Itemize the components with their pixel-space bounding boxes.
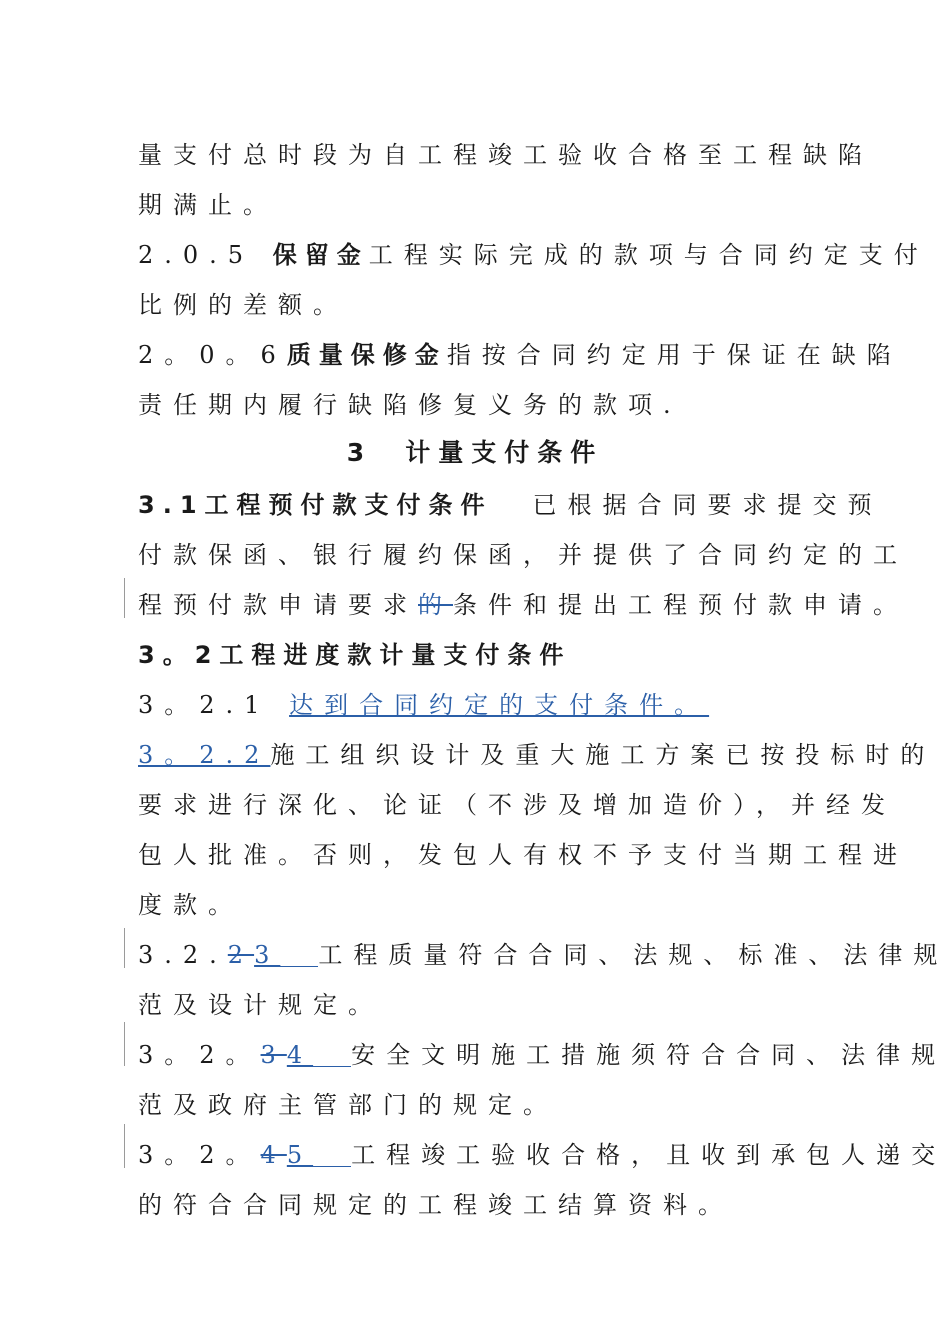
revision-bar <box>124 1022 125 1066</box>
clause-text: 安全文明施工措施须符合合同、法律规 <box>351 1041 947 1069</box>
inserted-text: 4 <box>286 1041 314 1069</box>
inserted-space <box>313 1144 351 1167</box>
clause-number: 3。2。 <box>138 1041 261 1069</box>
revision-bar <box>124 578 125 618</box>
clause-3-2-4 <box>138 1040 946 1070</box>
clause-number: 2.0.5 <box>138 241 255 269</box>
definition-2-0-5 <box>138 240 929 270</box>
subsection-title: 3。2工程进度款计量支付条件 <box>138 641 572 669</box>
text-span: 条件和提出工程预付款申请。 <box>453 591 908 619</box>
inserted-clause-number: 3。2.2 <box>138 741 271 769</box>
definition-2-0-6 <box>138 340 902 370</box>
definition-text: 指按合同约定用于保证在缺陷 <box>446 341 902 369</box>
inserted-text: 5 <box>286 1141 314 1169</box>
text-line: 度款。 <box>138 891 243 919</box>
clause-3-2-3 <box>138 940 948 970</box>
text-line: 包人批准。否则，发包人有权不予支付当期工程进 <box>138 841 908 869</box>
clause-text: 施工组织设计及重大施工方案已按投标时的 <box>270 741 936 769</box>
inserted-space <box>313 1044 351 1067</box>
clause-number: 3.2. <box>138 941 228 969</box>
text-line: 要求进行深化、论证（不涉及增加造价），并经发 <box>138 791 896 819</box>
text-line: 量支付总时段为自工程竣工验收合格至工程缺陷 <box>138 141 873 169</box>
deleted-text: 2 <box>227 941 255 969</box>
inserted-text: 3 <box>254 941 281 969</box>
clause-title: 3.1工程预付款支付条件 <box>138 491 493 519</box>
clause-text: 工程质量符合合同、法规、标准、法律规 <box>318 941 949 969</box>
definition-text: 工程实际完成的款项与合同约定支付 <box>368 241 929 269</box>
text-line: 责任期内履行缺陷修复义务的款项. <box>138 391 682 419</box>
clause-number: 2。0。6 <box>138 341 287 369</box>
text-line: 的符合合同规定的工程竣工结算资料。 <box>138 1191 733 1219</box>
clause-3-1 <box>138 490 883 520</box>
clause-number: 3。2.1 <box>138 691 271 719</box>
revision-bar <box>124 1124 125 1168</box>
inserted-text: 达到合同约定的支付条件。 <box>289 691 710 719</box>
text-line: 期满止。 <box>138 191 278 219</box>
clause-text: 工程竣工验收合格，且收到承包人递交 <box>351 1141 947 1169</box>
deleted-text: 3 <box>260 1041 287 1069</box>
term-warranty-money: 质量保修金 <box>286 341 447 369</box>
revision-bar <box>124 928 125 968</box>
clause-number: 3。2。 <box>138 1141 261 1169</box>
clause-3-2-1 <box>138 690 709 720</box>
section-heading: 3 计量支付条件 <box>346 438 604 467</box>
text-line <box>138 590 908 620</box>
inserted-space <box>280 944 318 967</box>
deleted-text: 4 <box>260 1141 287 1169</box>
text-line: 范及政府主管部门的规定。 <box>138 1091 558 1119</box>
clause-3-2-5 <box>138 1140 946 1170</box>
text-span: 程预付款申请要求 <box>138 591 418 619</box>
clause-text: 已根据合同要求提交预 <box>532 491 883 519</box>
term-retention-money: 保留金 <box>272 241 369 269</box>
text-line: 付款保函、银行履约保函，并提供了合同约定的工 <box>138 541 908 569</box>
clause-3-2-2 <box>138 740 935 770</box>
deleted-text: 的 <box>418 591 453 619</box>
text-line: 范及设计规定。 <box>138 991 383 1019</box>
text-line: 比例的差额。 <box>138 291 348 319</box>
